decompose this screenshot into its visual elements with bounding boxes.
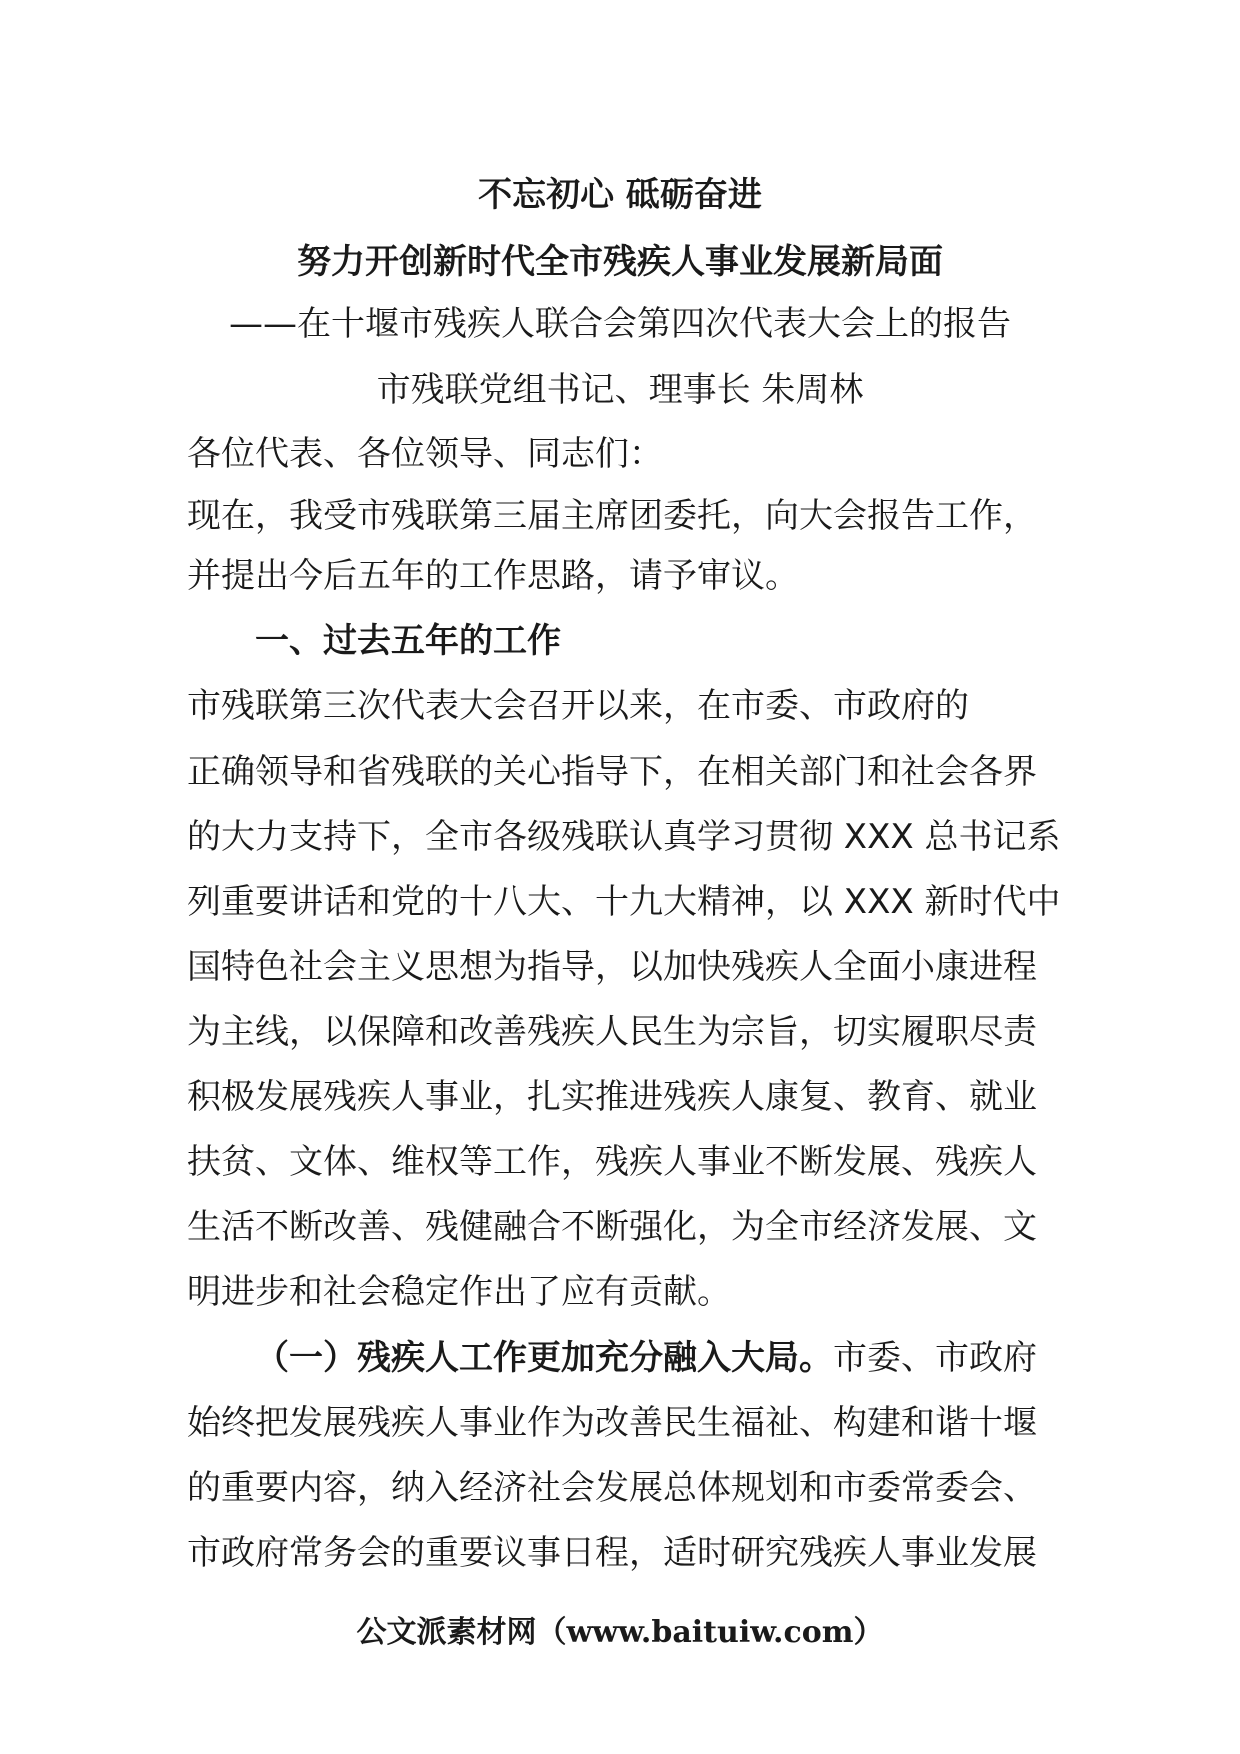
author-line: 市残联党组书记、理事长 朱周林 xyxy=(376,370,864,410)
section-heading: 一、过去五年的工作 xyxy=(255,621,561,661)
salutation: 各位代表、各位领导、同志们： xyxy=(187,434,663,474)
paragraph-line: 始终把发展残疾人事业作为改善民生福祉、构建和谐十堰 xyxy=(187,1403,1037,1443)
title-line-2: 努力开创新时代全市残疾人事业发展新局面 xyxy=(297,242,943,282)
subsection-line xyxy=(255,1338,1037,1378)
paragraph-line: 扶贫、文体、维权等工作，残疾人事业不断发展、残疾人 xyxy=(187,1142,1037,1182)
subsection-text: 市委、市政府 xyxy=(833,1338,1037,1378)
paragraph-line: 为主线，以保障和改善残疾人民生为宗旨，切实履职尽责 xyxy=(187,1012,1037,1052)
paragraph-line: 明进步和社会稳定作出了应有贡献。 xyxy=(187,1272,731,1312)
intro-line: 现在，我受市残联第三届主席团委托，向大会报告工作， xyxy=(187,496,1037,536)
paragraph-line: 生活不断改善、残健融合不断强化，为全市经济发展、文 xyxy=(187,1207,1037,1247)
paragraph-line: 的大力支持下，全市各级残联认真学习贯彻 XXX 总书记系 xyxy=(187,817,1061,857)
paragraph-line: 市政府常务会的重要议事日程，适时研究残疾人事业发展 xyxy=(187,1533,1037,1573)
paragraph-line: 市残联第三次代表大会召开以来，在市委、市政府的 xyxy=(187,686,969,726)
subsection-heading: （一）残疾人工作更加充分融入大局。 xyxy=(255,1338,833,1378)
paragraph-line: 的重要内容，纳入经济社会发展总体规划和市委常委会、 xyxy=(187,1468,1037,1508)
title-line-1: 不忘初心 砥砺奋进 xyxy=(478,175,762,215)
subtitle: ——在十堰市残疾人联合会第四次代表大会上的报告 xyxy=(229,304,1011,344)
paragraph-line: 国特色社会主义思想为指导，以加快残疾人全面小康进程 xyxy=(187,947,1037,987)
footer-watermark: 公文派素材网（www.baituiw.com） xyxy=(356,1615,884,1650)
paragraph-line: 列重要讲话和党的十八大、十九大精神，以 XXX 新时代中 xyxy=(187,882,1061,922)
paragraph-line: 积极发展残疾人事业，扎实推进残疾人康复、教育、就业 xyxy=(187,1077,1037,1117)
intro-line: 并提出今后五年的工作思路，请予审议。 xyxy=(187,556,799,596)
paragraph-line: 正确领导和省残联的关心指导下，在相关部门和社会各界 xyxy=(187,752,1037,792)
